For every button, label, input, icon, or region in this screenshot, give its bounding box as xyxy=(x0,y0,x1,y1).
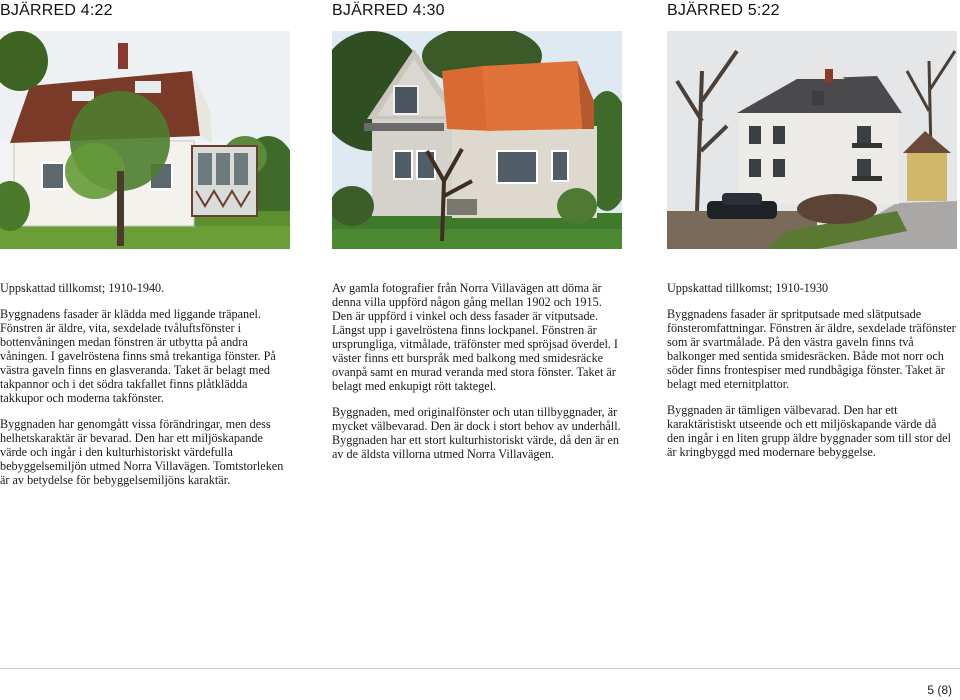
property-description xyxy=(332,281,622,473)
house-photo-bjarred-4-22 xyxy=(0,31,290,249)
description-paragraph: Byggnaden är tämligen välbevarad. Den har ett karaktäristiskt utseende och ett miljöskapande värde då den ingår i en liten grupp äldre byggnader som till stor del är kringbyggd med modernare bebyggelse. xyxy=(667,403,951,459)
description-paragraph: Byggnadens fasader är klädda med liggande träpanel. Fönstren är äldre, vita, sexdelade tvåluftsfönster i bottenvåningen medan fönstren är utbytta på andra våningen. I gavelröstena finns små trekantiga fönster. På västra gaveln finns en glasveranda. Taket är belagt med takpannor och i det södra takfallet finns plåtklädda takkupor och moderna takfönster. xyxy=(0,307,276,405)
description-paragraph: Uppskattad tillkomst; 1910-1930 xyxy=(667,281,829,295)
property-heading: BJÄRRED 5:22 xyxy=(667,2,780,19)
property-description xyxy=(0,281,290,499)
house-photo-bjarred-5-22 xyxy=(667,31,957,249)
description-paragraph: Byggnadens fasader är spritputsade med slätputsade fönsteromfattningar. Fönstren är äldre, sexdelade träfönster som är svartmålade. På den västra gaveln finns två balkonger med sentida smidesräcken. Både mot norr och söder finns frontespiser med rundbågiga fönster. Taket är belagt med eternitplattor. xyxy=(667,307,956,391)
house-photo-bjarred-4-30 xyxy=(332,31,622,249)
page-number: 5 (8) xyxy=(927,683,952,697)
description-paragraph: Av gamla fotografier från Norra Villavägen att döma är denna villa uppförd någon gång mellan 1902 och 1915. Den är uppförd i vinkel och dess fasader är vitputsade. Längst upp i gavelröstena finns lockpanel. Fönstren är ursprungliga, vitmålade, träfönster med spröjsad överdel. I väster finns ett burspråk med balkong med smidesräcke ovanpå samt en murad veranda med stora fönster. Taket är belagt med enkupigt rött taktegel. xyxy=(332,281,618,393)
footer-divider xyxy=(0,668,960,669)
property-heading: BJÄRRED 4:22 xyxy=(0,2,113,19)
property-description xyxy=(667,281,957,471)
description-paragraph: Uppskattad tillkomst; 1910-1940. xyxy=(0,281,165,295)
property-heading: BJÄRRED 4:30 xyxy=(332,2,445,19)
description-paragraph: Byggnaden, med originalfönster och utan tillbyggnader, är mycket välbevarad. Den är dock i stort behov av underhåll. Byggnaden har ett stort kulturhistoriskt värde, då den är en av de äldsta villorna utmed Norra Villavägen. xyxy=(332,405,621,461)
description-paragraph: Byggnaden har genomgått vissa förändringar, men dess helhetskaraktär är bevarad. Den har ett miljöskapande värde och ingår i den kulturhistoriskt värdefulla bebyggelsemiljön utmed Norra Villavägen. Tomtstorleken är av betydelse för bebyggelsemiljöns karaktär. xyxy=(0,417,284,487)
